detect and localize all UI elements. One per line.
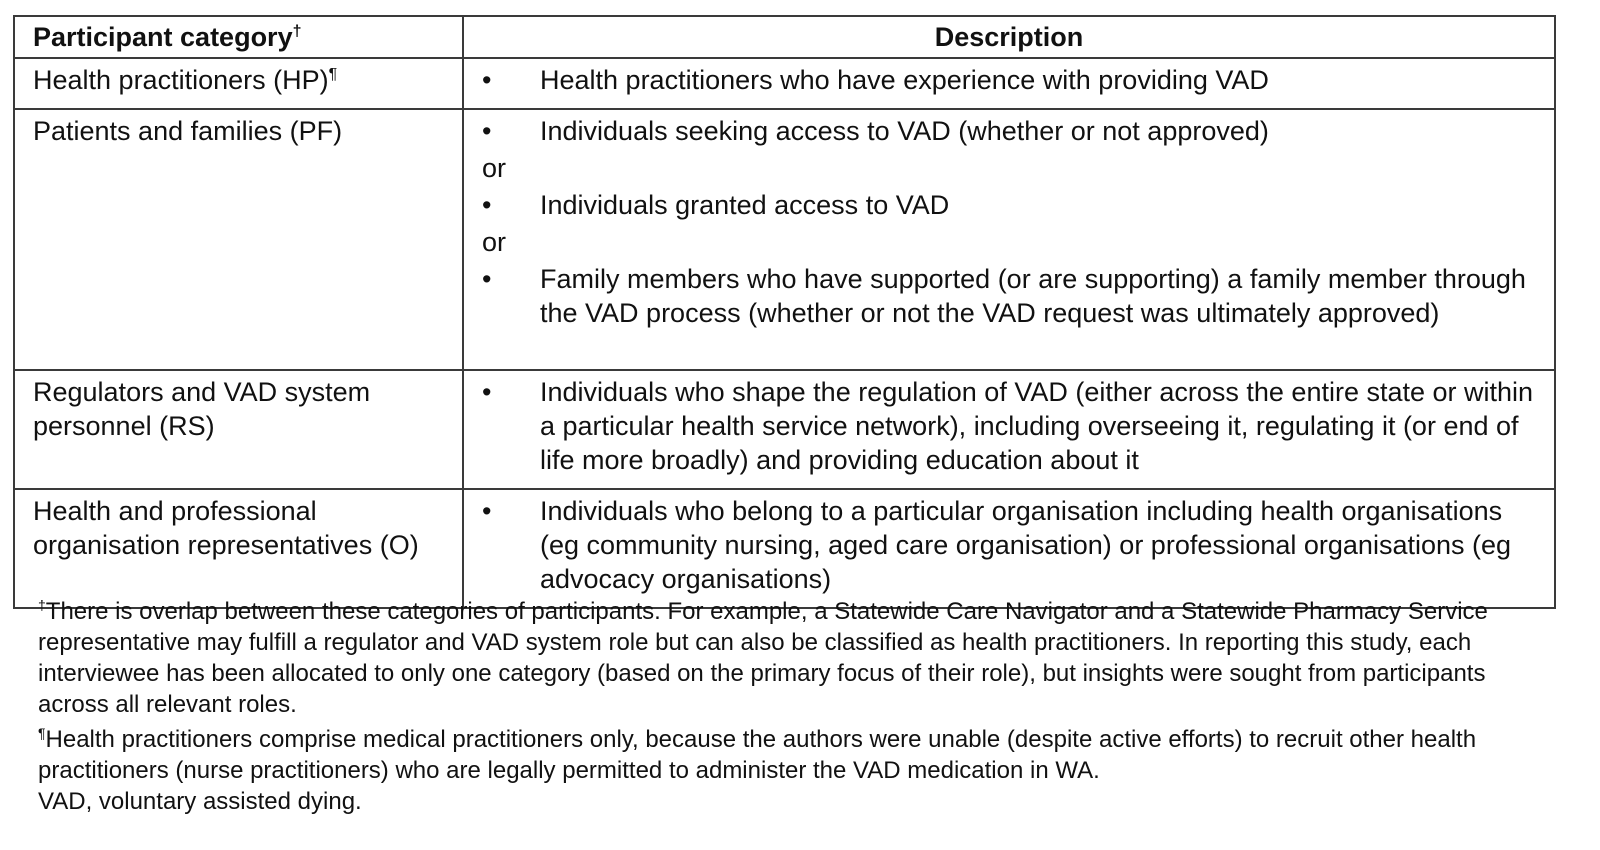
table-footnotes <box>38 596 1558 821</box>
category-cell <box>14 109 463 370</box>
description-text: Individuals who shape the regulation of VAD (either across the entire state or within a particular health service network), including overseeing it, regulating it (or end of life more broadly) and providing education about it <box>540 377 1534 475</box>
description-text: Individuals seeking access to VAD (whether or not approved) <box>540 116 1269 146</box>
category-label: Patients and families (PF) <box>33 116 343 146</box>
bullet-icon: • <box>482 65 492 95</box>
category-label: Health practitioners (HP) <box>33 65 329 95</box>
list-item <box>482 494 1542 596</box>
participant-table <box>13 15 1556 609</box>
bullet-icon: • <box>482 190 492 220</box>
table-row <box>14 109 1555 370</box>
pilcrow-footnote-text: Health practitioners comprise medical practitioners only, because the authors were unable (despite active efforts) to recruit other health practitioners (nurse practitioners) who are legally permitted to administer the VAD medication in WA. <box>38 726 1477 784</box>
description-cell <box>463 58 1555 109</box>
table-row <box>14 370 1555 489</box>
category-cell <box>14 370 463 489</box>
participant-table-container <box>13 15 1554 609</box>
bullet-icon: • <box>482 496 492 526</box>
abbreviation-note: VAD, voluntary assisted dying. <box>38 788 362 815</box>
description-text: Individuals who belong to a particular organisation including health organisations (eg community nursing, aged care organisation) or professional organisations (eg advocacy organisations) <box>540 496 1512 594</box>
dagger-mark: † <box>38 597 46 613</box>
description-text: Family members who have supported (or are supporting) a family member through the VAD process (whether or not the VAD request was ultimately approved) <box>540 264 1526 328</box>
pilcrow-footnote <box>38 724 1558 786</box>
description-cell <box>463 370 1555 489</box>
table-row <box>14 489 1555 608</box>
dagger-footnote <box>38 596 1558 720</box>
category-cell <box>14 489 463 608</box>
list-item <box>482 188 1542 222</box>
header-participant-category-label: Participant category <box>33 22 293 52</box>
description-cell <box>463 489 1555 608</box>
header-participant-category <box>14 16 463 58</box>
list-item <box>482 262 1542 330</box>
table-row <box>14 58 1555 109</box>
pilcrow-mark: ¶ <box>38 725 46 741</box>
or-connector: or <box>482 227 507 257</box>
header-description: Description <box>463 16 1555 58</box>
category-label: Health and professional organisation representatives (O) <box>33 496 419 560</box>
category-label: Regulators and VAD system personnel (RS) <box>33 377 371 441</box>
bullet-icon: • <box>482 264 492 294</box>
dagger-footnote-mark: † <box>292 23 302 40</box>
list-item <box>482 114 1542 148</box>
pilcrow-footnote-mark: ¶ <box>328 66 338 83</box>
description-cell <box>463 109 1555 370</box>
category-cell <box>14 58 463 109</box>
bullet-icon: • <box>482 116 492 146</box>
list-item <box>482 63 1542 97</box>
bullet-icon: • <box>482 377 492 407</box>
table-header-row <box>14 16 1555 58</box>
description-text: Health practitioners who have experience with providing VAD <box>540 65 1269 95</box>
or-connector: or <box>482 153 507 183</box>
list-item <box>482 375 1542 477</box>
dagger-footnote-text: There is overlap between these categories of participants. For example, a Statewide Care Navigator and a Statewide Pharmacy Service representative may fulfill a regulator and VAD system role but can also be classified as health practitioners. In reporting this study, each interviewee has been allocated to only one category (based on the primary focus of their role), but insights were sought from participants across all relevant roles. <box>38 598 1488 718</box>
description-text: Individuals granted access to VAD <box>540 190 950 220</box>
